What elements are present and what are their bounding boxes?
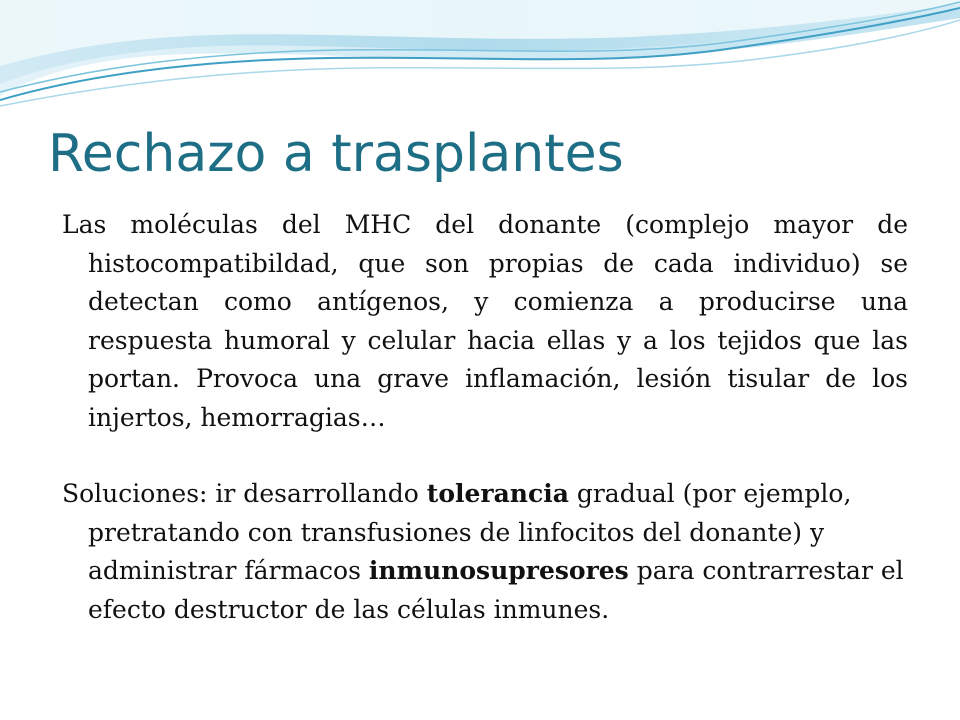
term-tolerancia: tolerancia [426, 479, 569, 508]
solutions-text-part-2: gradual (por ejemplo, pretratando con transfusiones de linfocitos del donante) y administrar fármacos [88, 479, 852, 585]
slide-title: Rechazo a trasplantes [48, 124, 624, 184]
header-wave-decoration [0, 0, 960, 110]
solutions-text-part-3: para contrarrestar el efecto destructor de las células inmunes. [88, 556, 904, 624]
paragraph-mhc-rejection: Las moléculas del MHC del donante (complejo mayor de histocompatibildad, que son propias de cada individuo) se detectan como antígenos, y comienza a producirse una respuesta humoral y celular hacia ellas y a los tejidos que las portan. Provoca una grave inflamación, lesión tisular de los injertos, hemorragias… [62, 210, 908, 432]
paragraph-solutions [62, 475, 908, 629]
solutions-text-part-1: Soluciones: ir desarrollando [62, 479, 427, 508]
slide-body [62, 206, 908, 629]
term-inmunosupresores: inmunosupresores [368, 556, 629, 585]
